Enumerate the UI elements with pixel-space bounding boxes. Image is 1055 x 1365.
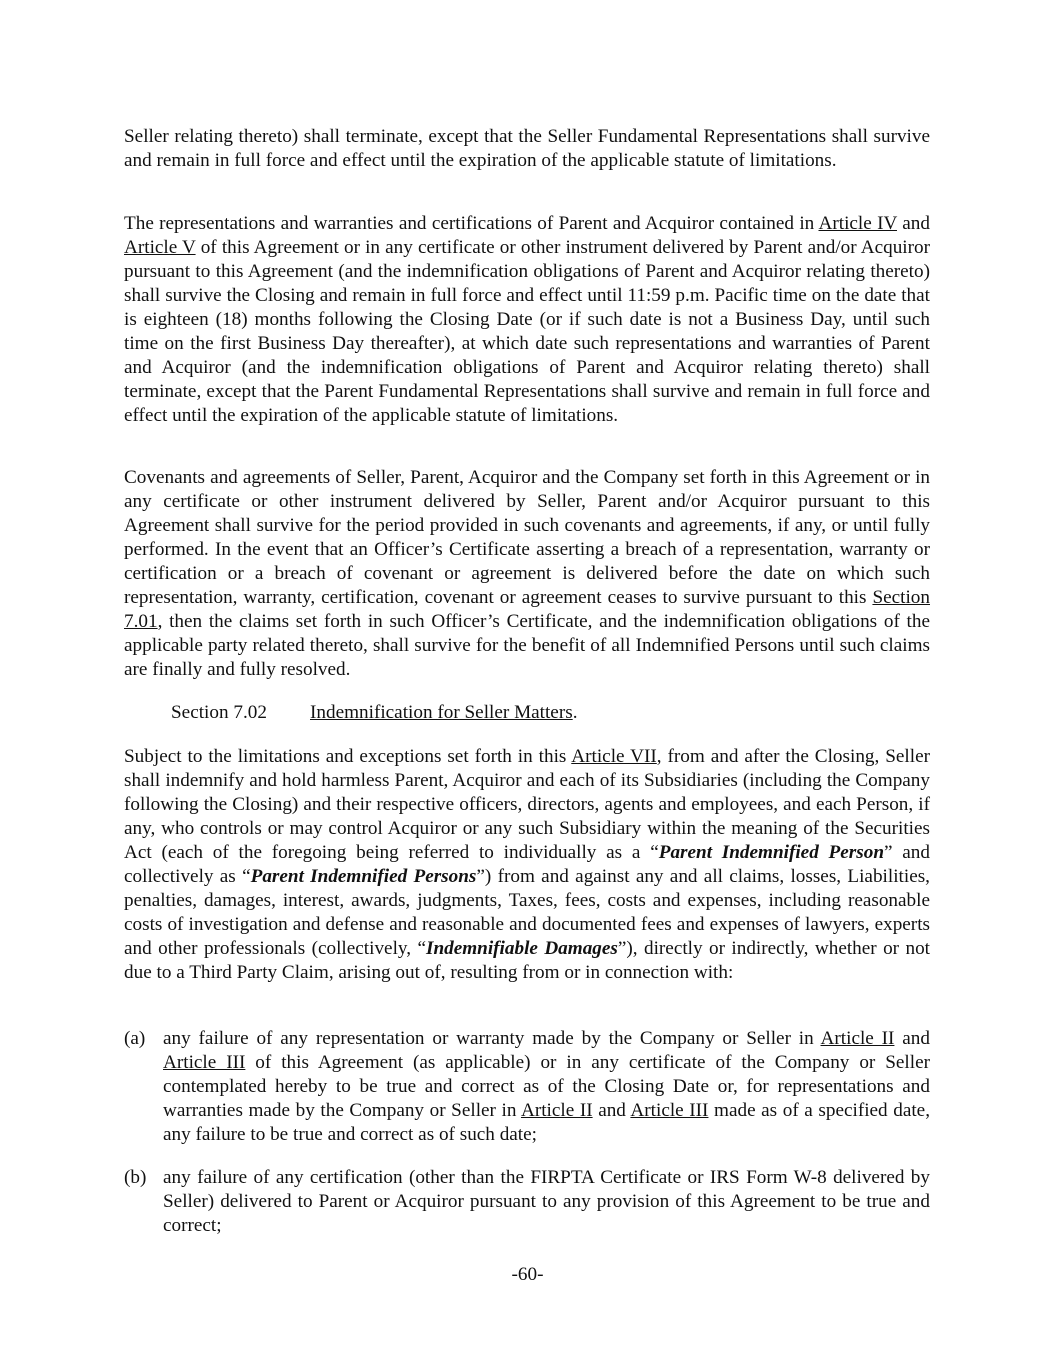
- section-heading: Section 7.02 Indemnification for Seller Matters.: [171, 702, 578, 723]
- article-ii-reference[interactable]: Article II: [820, 1028, 895, 1049]
- article-ii-reference[interactable]: Article II: [520, 1100, 593, 1121]
- article-iii-reference[interactable]: Article III: [163, 1052, 246, 1073]
- paragraph-parent-representations-survival: The representations and warranties and certifications of Parent and Acquiror contained in Article IV and Article V of this Agreement or in any certificate or other instrument delivered by Parent and/or Acquiror pursuant to this Agreement (and the indemnification obligations of Parent and Acquiror relating thereto) shall survive the Closing and remain in full force and effect until 11:59 p.m. Pacific time on the date that is eighteen (18) months following the Closing Date (or if such date is not a Business Day, until such time on the first Business Day thereafter), at which date such representations and warranties of Parent and Acquiror (and the indemnification obligations of Parent and Acquiror relating thereto) shall terminate, except that the Parent Fundamental Representations shall survive and remain in full force and effect until the expiration of the applicable statute of limitations.: [124, 213, 930, 426]
- list-item-text: any failure of any certification (other than the FIRPTA Certificate or IRS Form W-8 delivered by Seller) delivered to Parent or Acquiror pursuant to any provision of this Agreement to be true and correct;: [163, 1167, 930, 1236]
- article-v-reference[interactable]: Article V: [124, 237, 196, 258]
- article-iii-reference[interactable]: Article III: [630, 1100, 709, 1121]
- article-iv-reference[interactable]: Article IV: [818, 213, 897, 234]
- section-title: Indemnification for Seller Matters: [310, 702, 573, 723]
- defined-term-parent-indemnified-persons: Parent Indemnified Persons: [250, 866, 477, 887]
- defined-term-indemnifiable-damages: Indemnifiable Damages: [425, 938, 618, 959]
- section-7-01-reference[interactable]: Section 7.01: [124, 587, 930, 632]
- paragraph-covenants-survival: Covenants and agreements of Seller, Parent, Acquiror and the Company set forth in this Agreement or in any certificate or other instrument delivered by Seller, Parent and/or Acquiror pursuant to this Agreement shall survive for the period provided in such covenants and agreements, if any, or until fully performed. In the event that an Officer’s Certificate asserting a breach of a representation, warranty or certification or a breach of covenant or agreement is delivered before the date on which such representation, warranty, certification, covenant or agreement ceases to survive pursuant to this Section 7.01, then the claims set forth in such Officer’s Certificate, and the indemnification obligations of the applicable party related thereto, shall survive for the benefit of all Indemnified Persons until such claims are finally and fully resolved.: [124, 467, 930, 680]
- list-item-label: (a): [124, 1028, 146, 1049]
- paragraph-seller-survival: Seller relating thereto) shall terminate, except that the Seller Fundamental Representations shall survive and remain in full force and effect until the expiration of the applicable statute of limitations.: [124, 126, 930, 171]
- page-number: -60-: [511, 1264, 544, 1285]
- paragraph-indemnification: Subject to the limitations and exceptions set forth in this Article VII, from and after the Closing, Seller shall indemnify and hold harmless Parent, Acquiror and each of its Subsidiaries (including the Company following the Closing) and their respective officers, directors, agents and employees, and each Person, if any, who controls or may control Acquiror or any such Subsidiary within the meaning of the Securities Act (each of the foregoing being referred to individually as a “Parent Indemnified Person” and collectively as “Parent Indemnified Persons”) from and against any and all claims, losses, Liabilities, penalties, damages, interest, awards, judgments, Taxes, fees, costs and expenses, including reasonable costs of investigation and defense and reasonable and documented fees and expenses of lawyers, experts and other professionals (collectively, “Indemnifiable Damages”), directly or indirectly, whether or not due to a Third Party Claim, arising out of, resulting from or in connection with:: [124, 746, 930, 983]
- article-vii-reference[interactable]: Article VII: [571, 746, 657, 767]
- list-item-b: [124, 1166, 930, 1238]
- list-item-label: (b): [124, 1167, 147, 1188]
- section-number: Section 7.02: [171, 702, 267, 723]
- list-item-text: any failure of any representation or warranty made by the Company or Seller in Article II and Article III of this Agreement (as applicable) or in any certificate of the Company or Seller contemplated hereby to be true and correct as of the Closing Date or, for representations and warranties made by the Company or Seller in Article II and Article III made as of a specified date, any failure to be true and correct as of such date;: [163, 1028, 930, 1145]
- list-item-a: [124, 1027, 930, 1147]
- defined-term-parent-indemnified-person: Parent Indemnified Person: [658, 842, 884, 863]
